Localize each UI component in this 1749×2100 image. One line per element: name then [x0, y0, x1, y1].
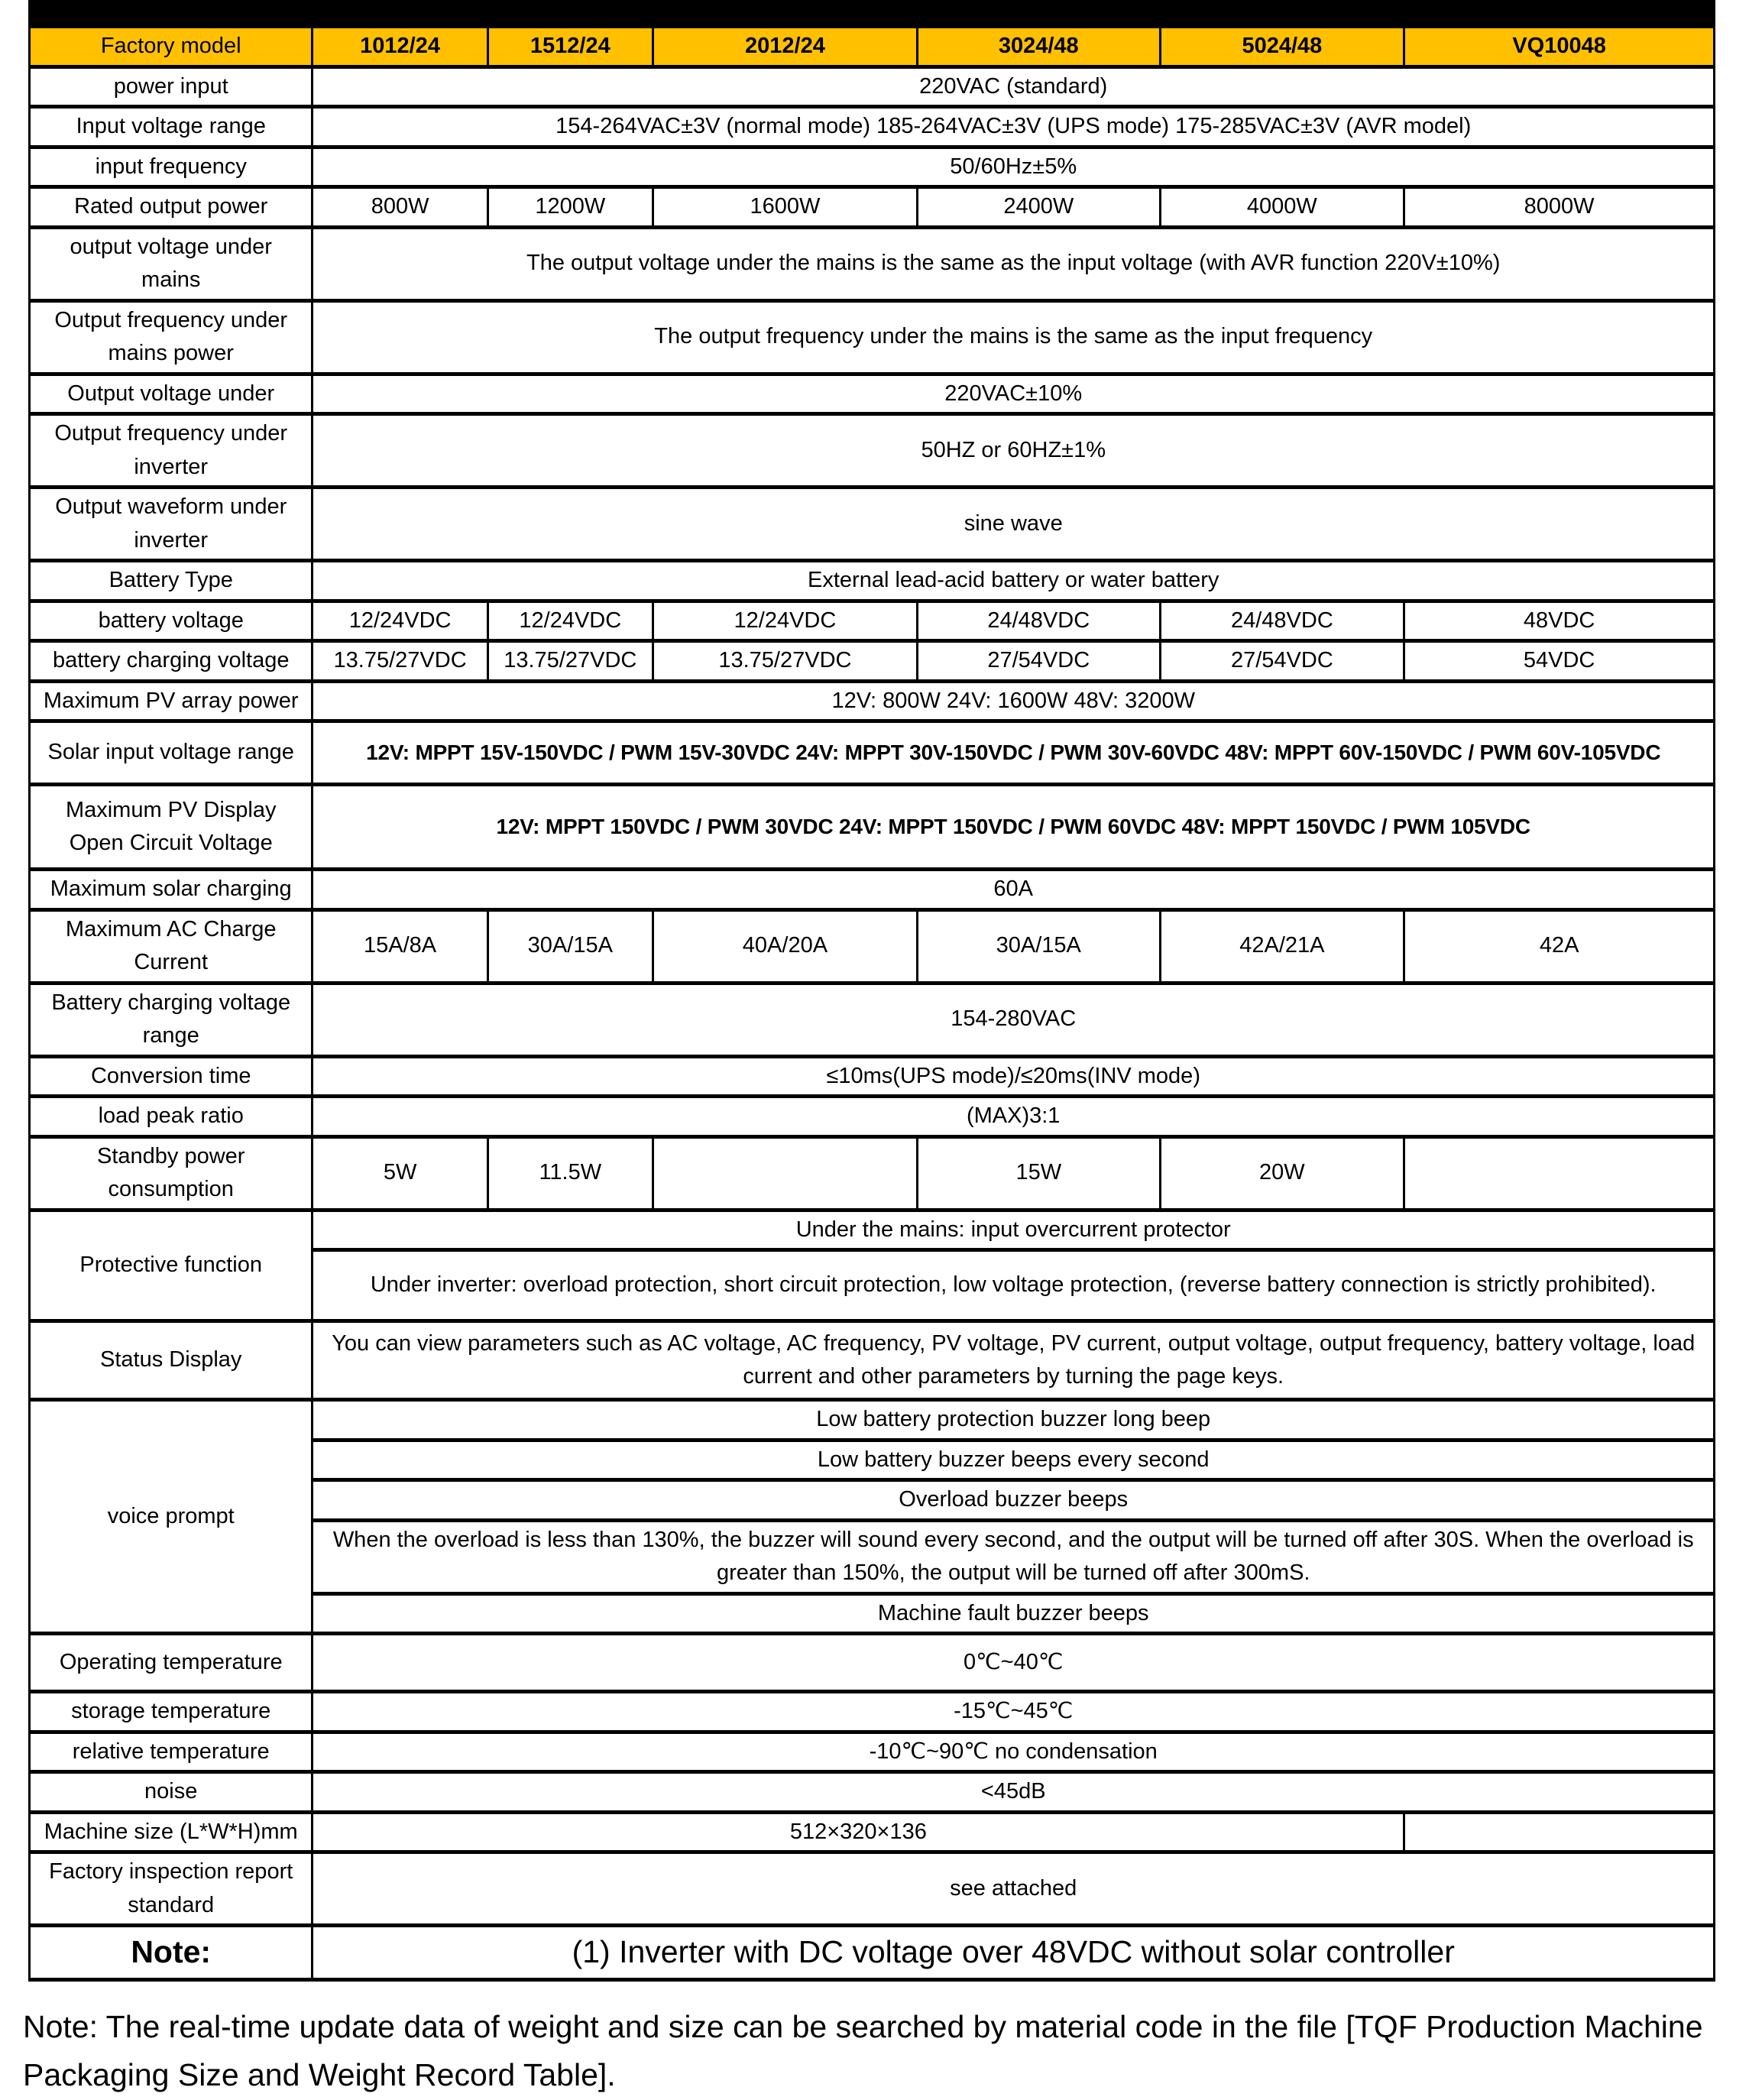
header-row — [30, 27, 1715, 67]
cell-value: 20W — [1160, 1136, 1404, 1210]
header-model-3024-48: 3024/48 — [918, 27, 1161, 67]
row-value: see attached — [313, 1852, 1715, 1926]
cell-value: 8000W — [1404, 187, 1715, 228]
cell-value: 42A — [1404, 909, 1715, 983]
row-value: 512×320×136 — [313, 1812, 1404, 1852]
row-label: Battery Type — [30, 561, 313, 601]
row-label: input frequency — [30, 147, 313, 187]
cell-value: 27/54VDC — [1160, 641, 1404, 682]
cell-value: 48VDC — [1404, 601, 1715, 641]
row-value: 0℃~40℃ — [313, 1634, 1715, 1692]
cell-value: 40A/20A — [653, 909, 917, 983]
row-value: sine wave — [313, 488, 1715, 561]
row-maximum-solar-charging — [30, 870, 1715, 910]
row-value: Low battery protection buzzer long beep — [313, 1400, 1715, 1441]
row-status-display — [30, 1321, 1715, 1400]
row-maximum-pv-open-circuit — [30, 785, 1715, 870]
row-value: External lead-acid battery or water battery — [313, 561, 1715, 601]
row-label: Maximum PV array power — [30, 681, 313, 721]
cell-value: 5W — [313, 1136, 487, 1210]
cell-value: 13.75/27VDC — [313, 641, 487, 682]
row-label: Maximum solar charging — [30, 870, 313, 910]
header-model-1512-24: 1512/24 — [487, 27, 653, 67]
row-value: (1) Inverter with DC voltage over 48VDC without solar controller — [313, 1926, 1715, 1980]
row-battery-type — [30, 561, 1715, 601]
row-output-frequency-under-inverter — [30, 414, 1715, 488]
row-label: Factory inspection report standard — [30, 1852, 313, 1926]
row-battery-voltage — [30, 601, 1715, 641]
row-protective-function-sub1 — [30, 1210, 1715, 1250]
header-model-5024-48: 5024/48 — [1160, 27, 1404, 67]
row-input-frequency — [30, 147, 1715, 187]
row-label: Operating temperature — [30, 1634, 313, 1692]
cell-value: 13.75/27VDC — [653, 641, 917, 682]
cell-value: 13.75/27VDC — [487, 641, 653, 682]
cell-value-empty — [1404, 1136, 1715, 1210]
row-output-frequency-under-mains — [30, 300, 1715, 374]
row-label: Status Display — [30, 1321, 313, 1400]
row-value: The output voltage under the mains is the same as the input voltage (with AVR function 220V±10%) — [313, 227, 1715, 300]
row-power-input — [30, 66, 1715, 107]
footer-note: Note: The real-time update data of weight and size can be searched by material code in the file [TQF Production Machine Packaging Size and Weight Record Table]. — [23, 2008, 1703, 2093]
cell-value: 30A/15A — [487, 909, 653, 983]
row-storage-temperature — [30, 1692, 1715, 1732]
row-value: Under inverter: overload protection, short circuit protection, low voltage protection, (reverse battery connection is strictly prohibited). — [313, 1250, 1715, 1321]
row-label: Solar input voltage range — [30, 721, 313, 785]
cell-value: 27/54VDC — [918, 641, 1161, 682]
cell-value: 24/48VDC — [918, 601, 1161, 641]
row-conversion-time — [30, 1056, 1715, 1097]
header-model-1012-24: 1012/24 — [313, 27, 487, 67]
cell-value: 42A/21A — [1160, 909, 1404, 983]
row-solar-input-voltage-range — [30, 721, 1715, 785]
row-machine-size — [30, 1812, 1715, 1852]
row-rated-output-power — [30, 187, 1715, 228]
cell-value: 54VDC — [1404, 641, 1715, 682]
header-model-vq10048: VQ10048 — [1404, 27, 1715, 67]
row-battery-charging-voltage-range — [30, 983, 1715, 1056]
row-label: Battery charging voltage range — [30, 983, 313, 1056]
row-value: 154-280VAC — [313, 983, 1715, 1056]
row-value: 12V: MPPT 150VDC / PWM 30VDC 24V: MPPT 150VDC / PWM 60VDC 48V: MPPT 150VDC / PWM 105VDC — [313, 785, 1715, 870]
row-label: Machine size (L*W*H)mm — [30, 1812, 313, 1852]
row-label: battery charging voltage — [30, 641, 313, 682]
row-value: Under the mains: input overcurrent protector — [313, 1210, 1715, 1250]
row-maximum-pv-array-power — [30, 681, 1715, 721]
row-label: Output voltage under — [30, 374, 313, 414]
row-label: Maximum PV Display Open Circuit Voltage — [30, 785, 313, 870]
row-load-peak-ratio — [30, 1097, 1715, 1137]
row-value: 60A — [313, 870, 1715, 910]
cell-value: 15W — [918, 1136, 1161, 1210]
cell-value: 1200W — [487, 187, 653, 228]
row-label: Input voltage range — [30, 107, 313, 147]
row-value: 12V: MPPT 15V-150VDC / PWM 15V-30VDC 24V: MPPT 30V-150VDC / PWM 30V-60VDC 48V: MPPT 60V-150VDC / PWM 60V-105VDC — [313, 721, 1715, 785]
row-label: Rated output power — [30, 187, 313, 228]
row-value: <45dB — [313, 1772, 1715, 1813]
row-value: 220VAC±10% — [313, 374, 1715, 414]
row-maximum-ac-charge-current — [30, 909, 1715, 983]
row-value: You can view parameters such as AC voltage, AC frequency, PV voltage, PV current, output voltage, output frequency, battery voltage, load current and other parameters by turning the page keys. — [313, 1321, 1715, 1400]
row-value: 50HZ or 60HZ±1% — [313, 414, 1715, 488]
row-value: Machine fault buzzer beeps — [313, 1593, 1715, 1634]
row-value: 154-264VAC±3V (normal mode) 185-264VAC±3V (UPS mode) 175-285VAC±3V (AVR model) — [313, 107, 1715, 147]
row-label: relative temperature — [30, 1732, 313, 1772]
cell-value-empty — [653, 1136, 917, 1210]
cell-value: 30A/15A — [918, 909, 1161, 983]
row-label: battery voltage — [30, 601, 313, 641]
row-value: When the overload is less than 130%, the buzzer will sound every second, and the output will be turned off after 30S. When the overload is greater than 150%, the output will be turned off after 300mS. — [313, 1520, 1715, 1593]
top-black-bar — [28, 0, 1715, 24]
row-label: Conversion time — [30, 1056, 313, 1097]
row-value: Overload buzzer beeps — [313, 1480, 1715, 1521]
row-battery-charging-voltage — [30, 641, 1715, 682]
row-output-voltage-under-inverter — [30, 374, 1715, 414]
row-factory-inspection — [30, 1852, 1715, 1926]
row-label: Output frequency under inverter — [30, 414, 313, 488]
row-value: 220VAC (standard) — [313, 66, 1715, 107]
row-label: Output frequency under mains power — [30, 300, 313, 374]
row-output-waveform-under-inverter — [30, 488, 1715, 561]
cell-value: 12/24VDC — [653, 601, 917, 641]
row-value: -10℃~90℃ no condensation — [313, 1732, 1715, 1772]
row-label: load peak ratio — [30, 1097, 313, 1137]
row-label: noise — [30, 1772, 313, 1813]
cell-value: 1600W — [653, 187, 917, 228]
row-label: Maximum AC Charge Current — [30, 909, 313, 983]
row-value: 12V: 800W 24V: 1600W 48V: 3200W — [313, 681, 1715, 721]
cell-value: 12/24VDC — [487, 601, 653, 641]
row-label: output voltage under mains — [30, 227, 313, 300]
cell-value: 24/48VDC — [1160, 601, 1404, 641]
row-standby-power — [30, 1136, 1715, 1210]
row-label: voice prompt — [30, 1400, 313, 1634]
row-noise — [30, 1772, 1715, 1813]
cell-value-empty — [1404, 1812, 1715, 1852]
row-output-voltage-under-mains — [30, 227, 1715, 300]
header-factory-model: Factory model — [30, 27, 313, 67]
row-label: Note: — [30, 1926, 313, 1980]
header-model-2012-24: 2012/24 — [653, 27, 917, 67]
row-value: Low battery buzzer beeps every second — [313, 1440, 1715, 1480]
row-label: Standby power consumption — [30, 1136, 313, 1210]
row-note — [30, 1926, 1715, 1980]
row-label: storage temperature — [30, 1692, 313, 1732]
row-value: ≤10ms(UPS mode)/≤20ms(INV mode) — [313, 1056, 1715, 1097]
cell-value: 15A/8A — [313, 909, 487, 983]
spec-table — [28, 24, 1715, 1982]
row-value: -15℃~45℃ — [313, 1692, 1715, 1732]
cell-value: 11.5W — [487, 1136, 653, 1210]
cell-value: 4000W — [1160, 187, 1404, 228]
row-label: Protective function — [30, 1210, 313, 1321]
cell-value: 2400W — [918, 187, 1161, 228]
row-value: 50/60Hz±5% — [313, 147, 1715, 187]
row-voice-prompt-sub1 — [30, 1400, 1715, 1441]
row-label: Output waveform under inverter — [30, 488, 313, 561]
row-value: The output frequency under the mains is the same as the input frequency — [313, 300, 1715, 374]
cell-value: 12/24VDC — [313, 601, 487, 641]
row-label: power input — [30, 66, 313, 107]
cell-value: 800W — [313, 187, 487, 228]
row-value: (MAX)3:1 — [313, 1097, 1715, 1137]
row-relative-temperature — [30, 1732, 1715, 1772]
row-operating-temperature — [30, 1634, 1715, 1692]
row-input-voltage-range — [30, 107, 1715, 147]
